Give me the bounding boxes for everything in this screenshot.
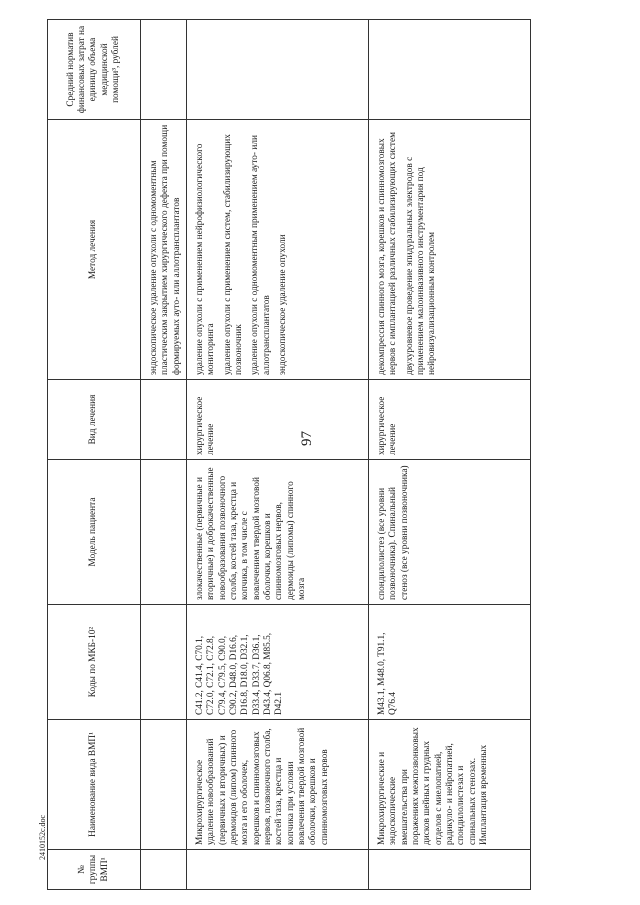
- method-item: удаление опухоли с применением нейрофизиологического мониторинга: [194, 143, 217, 375]
- cell-method-continuation: эндоскопическое удаление опухоли с одномоментным пластическим закрытием хирургического дефекта при помощи формируемых ауто- или аллотрансплантатов: [141, 120, 187, 380]
- cell-model: злокачественные (первичные и вторичные) и доброкачественные новообразования позвоночного столба, костей таза, крестца и копчика, в том числе с вовлечением твердой мозговой оболочки, корешков и спинномозговых нервов, дермоиды (липомы) спинного мозга: [186, 460, 368, 605]
- cell-model: спондилолистез (все уровни позвоночника). Спинальный стеноз (все уровни позвоночника): [368, 460, 530, 605]
- table-row: [186, 20, 368, 890]
- cell-cost: [368, 20, 530, 120]
- cell-model: [141, 460, 187, 605]
- header-cost: Средний норматив финансовых затрат на единицу объема медицинской помощи³, рублей: [48, 20, 141, 120]
- header-treatment-type: Вид лечения: [48, 380, 141, 460]
- cell-treatment: хирургическое лечение: [368, 380, 530, 460]
- header-method: Метод лечения: [48, 120, 141, 380]
- header-codes: Коды по МКБ-10²: [48, 605, 141, 720]
- cell-treatment: хирургическое лечение: [186, 380, 368, 460]
- table-header-row: [48, 20, 141, 890]
- method-item: эндоскопическое удаление опухоли: [277, 234, 288, 375]
- cell-methods: [186, 120, 368, 380]
- cell-group-no: [141, 850, 187, 890]
- footer-filename: 2410152с.doc: [38, 814, 47, 860]
- cell-methods: [368, 120, 530, 380]
- cell-treatment: [141, 380, 187, 460]
- header-group-no: № группы ВМП¹: [48, 850, 141, 890]
- cell-name: Микрохирургическое удаление новообразований (первичных и вторичных) и дермоидов (липом) спинного мозга и его оболочек, корешков и спинномозговых нервов, позвоночного столба, костей таза, крестца и копчика при условии вовлечения твердой мозговой оболочки, корешков и спинномозговых нервов: [186, 720, 368, 850]
- table-row: [141, 20, 187, 890]
- table-row: [368, 20, 530, 890]
- page-number: 97: [299, 431, 315, 446]
- cell-name: Микрохирургические и эндоскопические вмешательства при поражениях межпозвонковых дисков шейных и грудных отделов с миелопатией, радикуло- и нейропатией, спондилолистезах и спинальных стенозах. Имплантация временных: [368, 720, 530, 850]
- cell-group-no: [368, 850, 530, 890]
- cell-name: [141, 720, 187, 850]
- cell-codes: C41.2, C41.4, C70.1, C72.0, C72.1, C72.8, C79.4, C79.5, C90.0, C90.2, D48.0, D16.6, D16.8, D18.0, D32.1, D33.4, D33.7, D36.1, D43.4, Q06.8, M85.5, D42.1: [186, 605, 368, 720]
- cell-codes: [141, 605, 187, 720]
- method-item: удаление опухоли с применением систем, стабилизирующих позвоночник: [222, 134, 244, 375]
- rotated-page-content: [47, 20, 595, 890]
- header-name: Наименование вида ВМП¹: [48, 720, 141, 850]
- cell-group-no: [186, 850, 368, 890]
- method-item: удаление опухоли с одномоментным применением ауто- или аллотрансплантатов: [250, 135, 272, 375]
- cell-cost: [186, 20, 368, 120]
- method-item: двухуровневое проведение эпидуральных электродов с применением малоинвазивного инструментария под нейровизуализационным контролем: [404, 156, 438, 375]
- vmp-table: [47, 19, 531, 890]
- cell-cost: [141, 20, 187, 120]
- cell-codes: M43.1, M48.0, T91.1, Q76.4: [368, 605, 530, 720]
- header-model: Модель пациента: [48, 460, 141, 605]
- method-item: декомпрессия спинного мозга, корешков и спинномозговых нервов с имплантацией различных стабилизирующих систем: [376, 132, 399, 375]
